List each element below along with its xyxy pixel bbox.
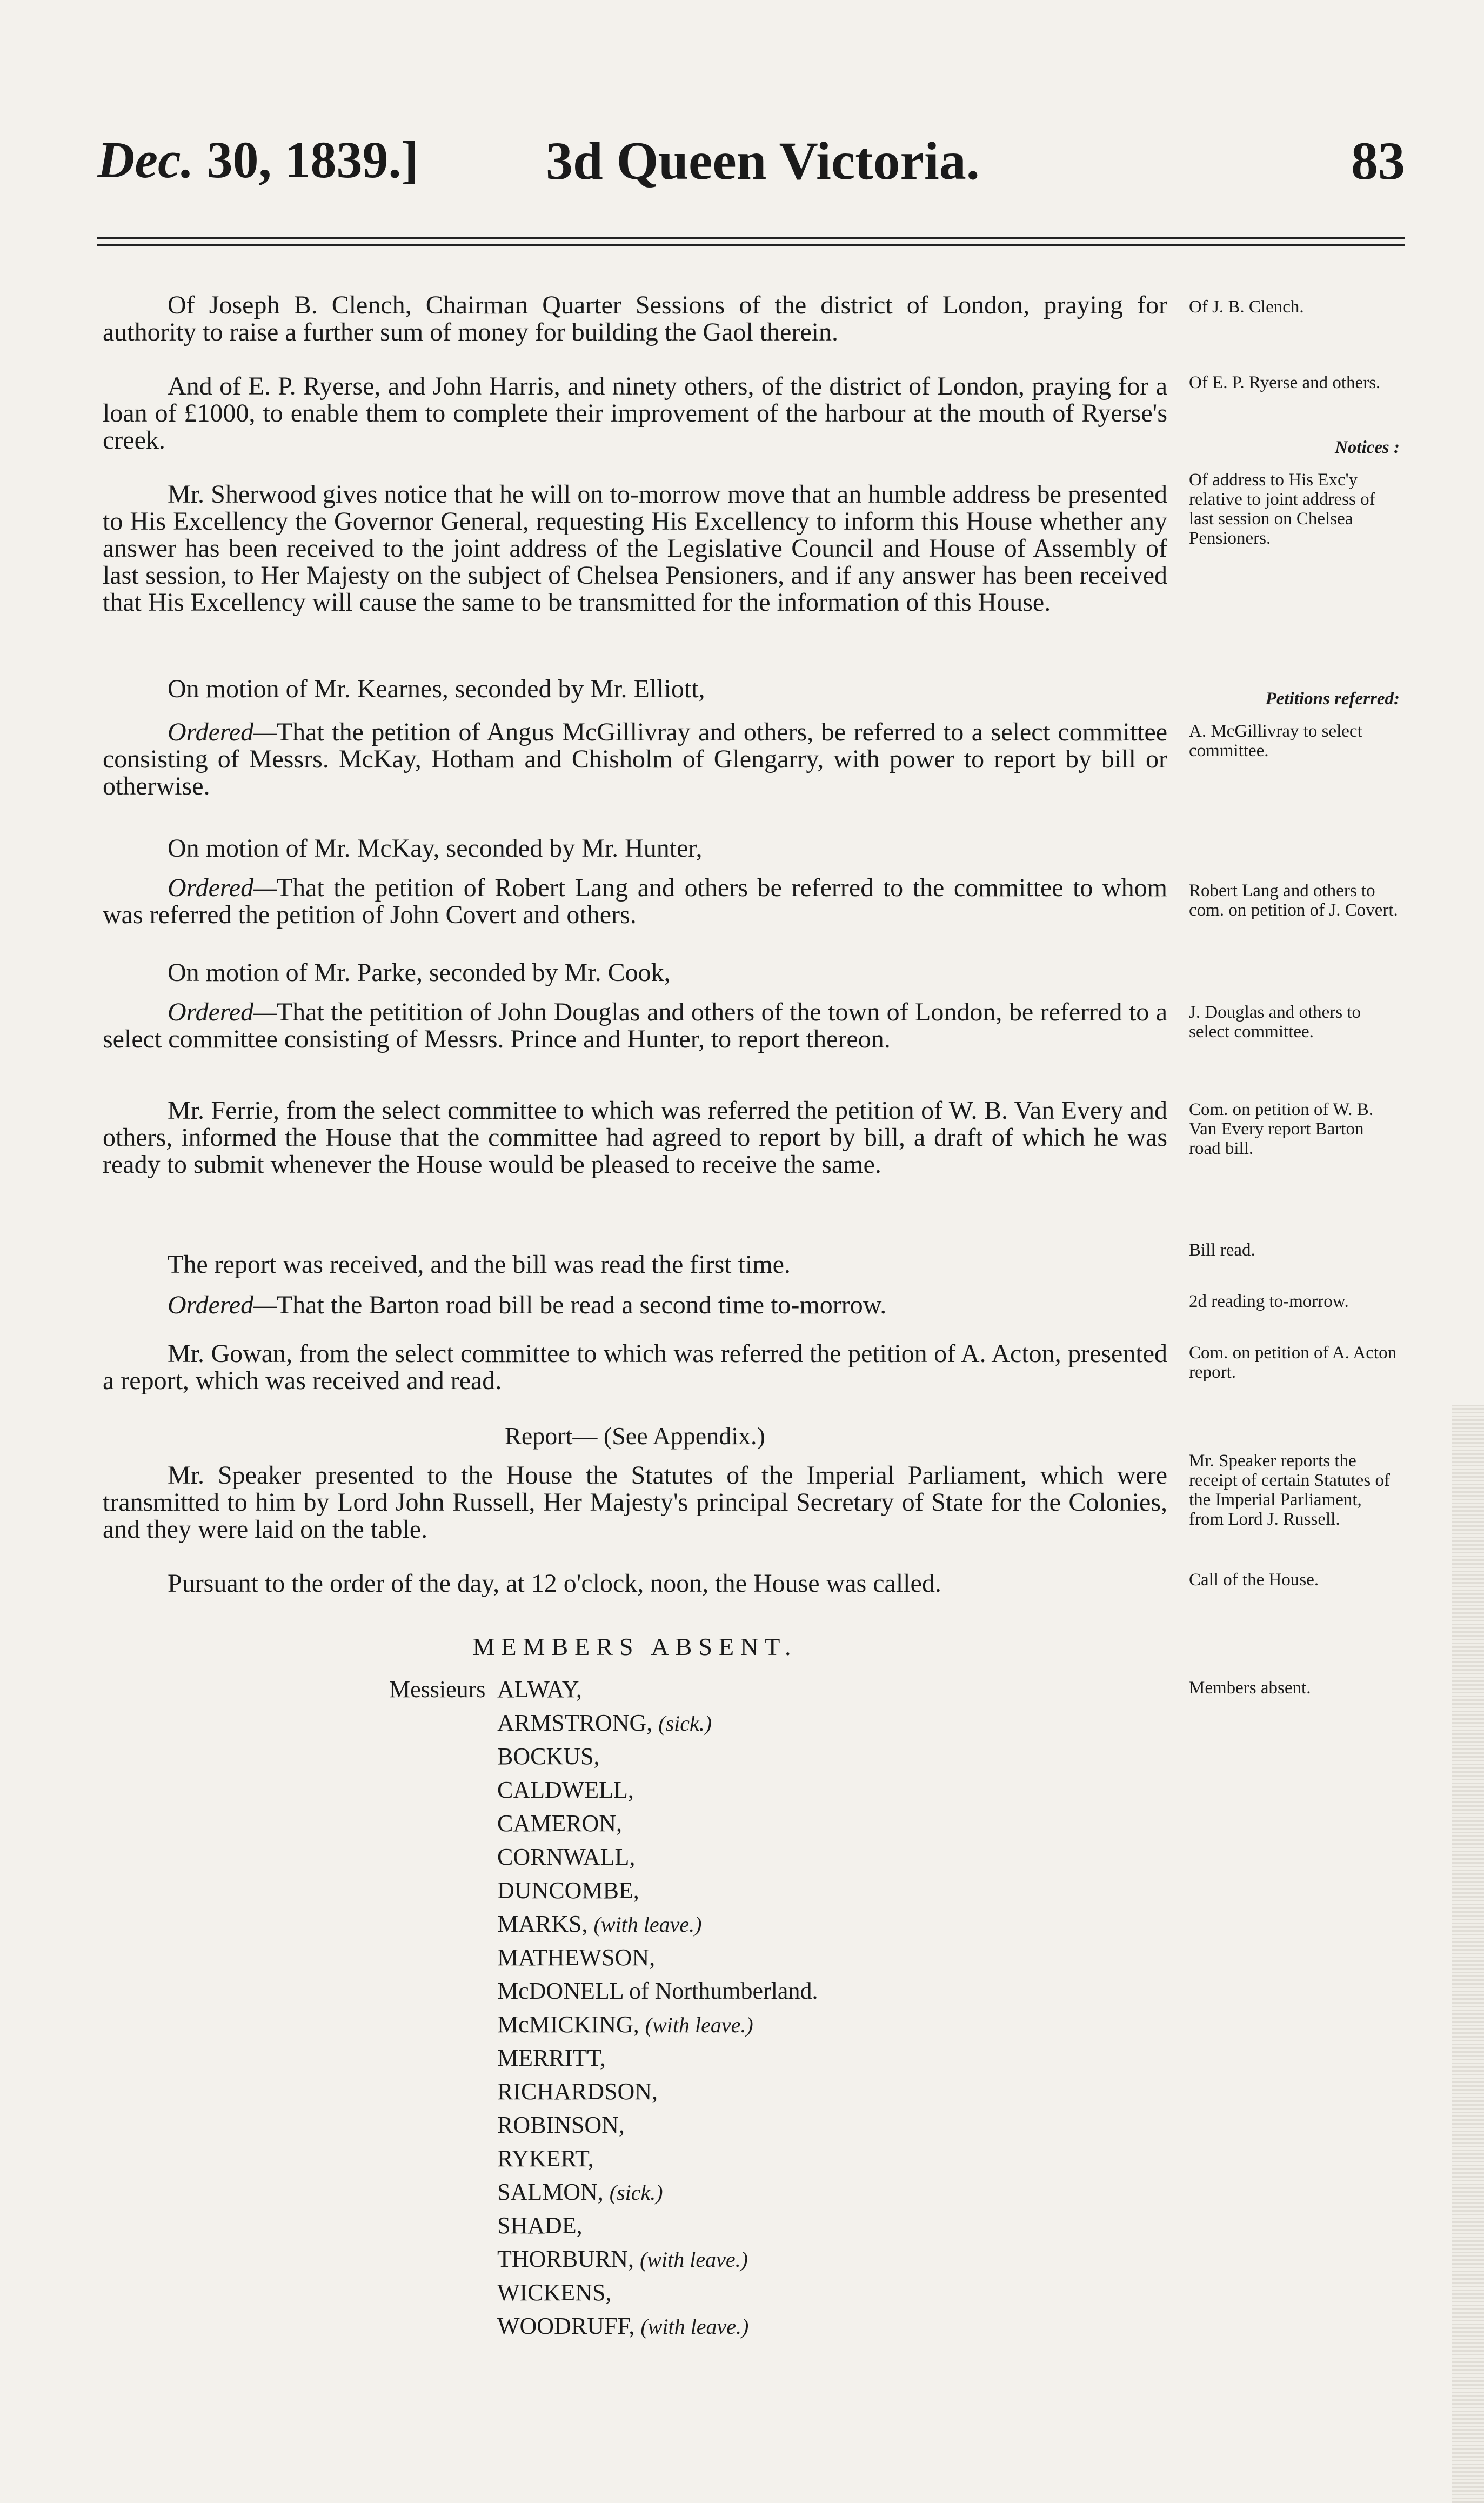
- member-name: RYKERT,: [497, 2145, 594, 2172]
- paragraph: On motion of Mr. Parke, seconded by Mr. Cook,: [168, 958, 671, 987]
- sidenote: Of E. P. Ryerse and others.: [1189, 373, 1381, 392]
- member-name: THORBURN, (with leave.): [497, 2246, 748, 2272]
- paragraph: On motion of Mr. Kearnes, seconded by Mr. Elliott,: [168, 675, 705, 703]
- member-name: WOODRUFF, (with leave.): [497, 2313, 749, 2339]
- paragraph: Of Joseph B. Clench, Chairman Quarter Sessions of the district of London, praying for authority to raise a further sum of money for building the Gaol therein.: [103, 291, 1167, 346]
- member-name: ALWAY,: [497, 1676, 582, 1703]
- sidenote: 2d reading to-morrow.: [1189, 1292, 1349, 1311]
- report-line: Report— (See Appendix.): [505, 1422, 765, 1450]
- sidenote: Of address to His Exc'y relative to joint address of last session on Chelsea Pensioners.: [1189, 470, 1375, 548]
- header-rule-thin: [97, 244, 1405, 246]
- member-name: MATHEWSON,: [497, 1944, 656, 1971]
- member-name: BOCKUS,: [497, 1743, 600, 1770]
- paragraph: And of E. P. Ryerse, and John Harris, and ninety others, of the district of London, praying for a loan of £1000, to enable them to complete their improvement of the harbour at the mouth of Ryerse's creek.: [103, 372, 1167, 455]
- members-absent-heading: MEMBERS ABSENT.: [472, 1633, 798, 1660]
- sidenote: Members absent.: [1189, 1678, 1311, 1698]
- sidenote: Com. on petition of A. Acton report.: [1189, 1343, 1397, 1382]
- paper-edge-texture: [1452, 1405, 1484, 2503]
- header-date: [97, 130, 419, 190]
- paragraph: Ordered—That the Barton road bill be read a second time to-morrow.: [168, 1291, 887, 1319]
- member-name: SALMON, (sick.): [497, 2179, 663, 2205]
- member-name: RICHARDSON,: [497, 2078, 658, 2105]
- paragraph: The report was received, and the bill was read the first time.: [168, 1250, 791, 1279]
- paragraph: Mr. Gowan, from the select committee to which was referred the petition of A. Acton, presented a report, which was received and read.: [103, 1339, 1167, 1395]
- member-name: CALDWELL,: [497, 1777, 634, 1803]
- header-rule-thick: [97, 237, 1405, 239]
- sidenote: Of J. B. Clench.: [1189, 297, 1304, 317]
- sidenote: J. Douglas and others to select committee.: [1189, 1003, 1361, 1042]
- member-name: MARKS, (with leave.): [497, 1911, 702, 1937]
- paragraph: On motion of Mr. McKay, seconded by Mr. Hunter,: [168, 834, 703, 863]
- sidenote: Call of the House.: [1189, 1570, 1319, 1590]
- member-name: MERRITT,: [497, 2045, 606, 2071]
- header-title: 3d Queen Victoria.: [546, 131, 980, 191]
- sidenote: Bill read.: [1189, 1240, 1255, 1260]
- paragraph: Ordered—That the petition of Robert Lang and others be referred to the committee to whom was referred the petition of John Covert and others.: [103, 873, 1167, 929]
- messieurs-prefix: Messieurs: [389, 1676, 486, 1703]
- member-name: ARMSTRONG, (sick.): [497, 1710, 712, 1736]
- paragraph: Mr. Ferrie, from the select committee to which was referred the petition of W. B. Van Every and others, informed the House that the committee had agreed to report by bill, a draft of which he was ready to submit whenever the House would be pleased to receive the same.: [103, 1096, 1167, 1179]
- member-name: CORNWALL,: [497, 1844, 636, 1870]
- member-name: ROBINSON,: [497, 2112, 625, 2138]
- member-name: WICKENS,: [497, 2279, 612, 2306]
- page-header: [97, 130, 1416, 200]
- date-rest: 30, 1839.]: [206, 131, 419, 189]
- member-name: DUNCOMBE,: [497, 1877, 639, 1904]
- date-prefix: Dec.: [97, 131, 194, 189]
- member-name: McDONELL of Northumberland.: [497, 1978, 818, 2004]
- member-name: McMICKING, (with leave.): [497, 2011, 753, 2038]
- paragraph: Mr. Speaker presented to the House the Statutes of the Imperial Parliament, which were transmitted to him by Lord John Russell, Her Majesty's principal Secretary of State for the Colonies, and they were laid on the table.: [103, 1461, 1167, 1544]
- sidenote: Robert Lang and others to com. on petition of J. Covert.: [1189, 881, 1398, 920]
- sidenote: A. McGillivray to select committee.: [1189, 722, 1362, 760]
- sidenote: Com. on petition of W. B. Van Every report Barton road bill.: [1189, 1100, 1374, 1158]
- member-name: CAMERON,: [497, 1810, 623, 1837]
- paragraph: Ordered—That the petition of Angus McGillivray and others, be referred to a select committee consisting of Messrs. McKay, Hotham and Chisholm of Glengarry, with power to report by bill or otherwise.: [103, 718, 1167, 800]
- paragraph: Pursuant to the order of the day, at 12 o'clock, noon, the House was called.: [168, 1569, 941, 1598]
- paragraph: Mr. Sherwood gives notice that he will on to-morrow move that an humble address be presented to His Excellency the Governor General, requesting His Excellency to inform this House whether any answer has been received to the joint address of the Legislative Council and House of Assembly of last session, to Her Majesty on the subject of Chelsea Pensioners, and if any answer has been received that His Excellency will cause the same to be transmitted for the information of this House.: [103, 480, 1167, 617]
- member-name: SHADE,: [497, 2212, 583, 2239]
- sidenote-heading: Notices :: [1334, 438, 1400, 457]
- sidenote-heading: Petitions referred:: [1265, 689, 1400, 709]
- sidenote: Mr. Speaker reports the receipt of certain Statutes of the Imperial Parliament, from Lord J. Russell.: [1189, 1451, 1391, 1529]
- paragraph: Ordered—That the petitition of John Douglas and others of the town of London, be referred to a select committee consisting of Messrs. Prince and Hunter, to report thereon.: [103, 998, 1167, 1053]
- page-number: 83: [1351, 131, 1405, 191]
